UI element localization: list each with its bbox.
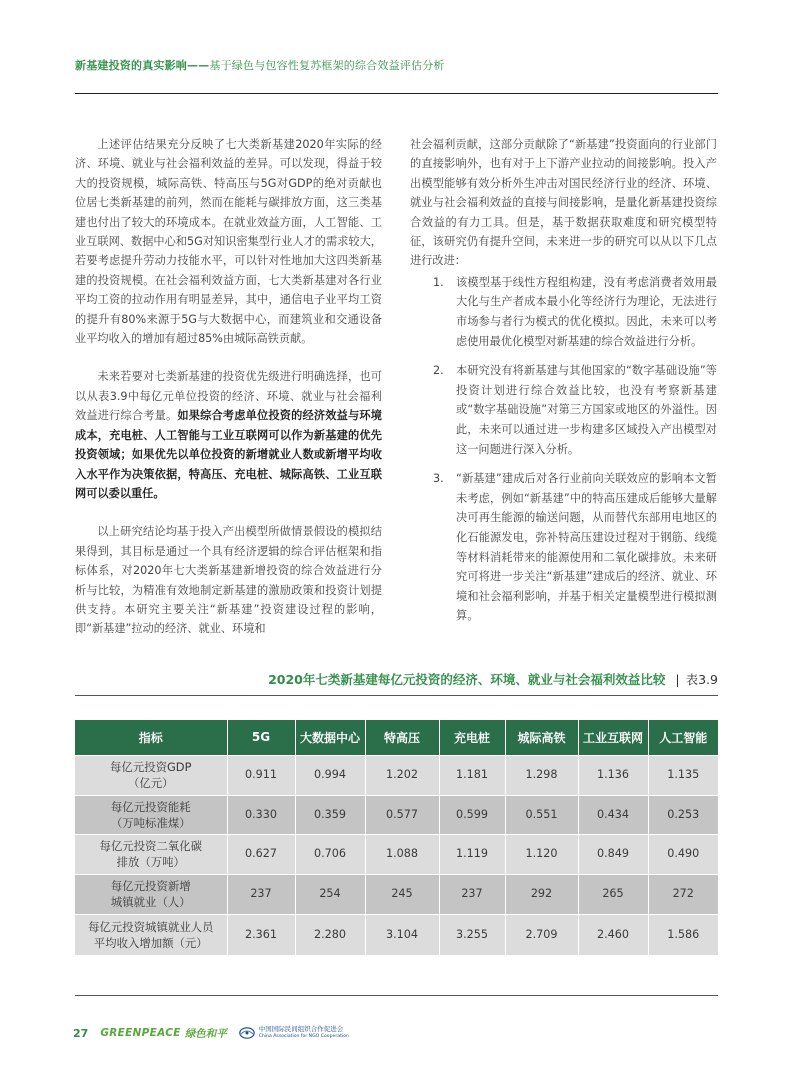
cango-name-cn: 中国国际民间组织合作促进会 xyxy=(258,1025,344,1033)
table-cell: 2.709 xyxy=(505,914,578,955)
header-divider xyxy=(75,93,718,94)
table-cell: 1.136 xyxy=(578,755,648,795)
header-text xyxy=(75,57,718,73)
column-header: 工业互联网 xyxy=(578,720,648,755)
greenpeace-logo-cn: 绿色和平 xyxy=(184,1027,227,1040)
table-cell: 1.088 xyxy=(365,834,439,874)
left-paragraph-2 xyxy=(75,367,382,503)
right-column xyxy=(410,135,717,636)
column-header: 人工智能 xyxy=(648,720,718,755)
table-cell: 0.434 xyxy=(578,795,648,834)
table-cell: 0.551 xyxy=(505,795,578,834)
cango-logo-text xyxy=(259,1026,349,1040)
table-cell: 272 xyxy=(648,874,718,914)
improvement-list xyxy=(410,273,717,626)
table-row xyxy=(75,755,718,795)
list-item-number: 1. xyxy=(433,275,444,289)
table-caption-separator: | xyxy=(675,672,680,687)
column-header: 特高压 xyxy=(365,720,439,755)
table-cell: 0.577 xyxy=(365,795,439,834)
row-label: 每亿元投资GDP （亿元） xyxy=(75,755,227,795)
column-header: 5G xyxy=(227,720,295,755)
table-caption xyxy=(75,670,718,688)
table-row xyxy=(75,914,718,955)
table-cell: 3.104 xyxy=(365,914,439,955)
column-header: 城际高铁 xyxy=(505,720,578,755)
table-cell: 1.202 xyxy=(365,755,439,795)
left-paragraph-2-plain: 未来若要对七类新基建的投资优先级进行明确选择，也可以从表3.9中每亿元单位投资的经济、环境、就业与社会福利效益进行综合考量。 xyxy=(75,370,382,423)
table-cell: 0.627 xyxy=(227,834,295,874)
comparison-table xyxy=(75,720,718,955)
list-item xyxy=(410,273,717,351)
table-cell: 1.586 xyxy=(648,914,718,955)
table-cell: 0.330 xyxy=(227,795,295,834)
table-number: 表3.9 xyxy=(685,672,718,687)
table-cell: 0.849 xyxy=(578,834,648,874)
left-paragraph-3: 以上研究结论均基于投入产出模型所做情景假设的模拟结果得到，其目标是通过一个具有经济逻辑的综合评估框架和指标体系，对2020年七大类新基建新增投资的综合效益进行分析与比较，为精准有效地制定新基建的激励政策和投资计划提供支持。本研究主要关注“新基建”投资建设过程的影响，即“新基建”拉动的经济、就业、环境和 xyxy=(75,525,382,636)
list-item-number: 2. xyxy=(433,364,444,378)
table-cell: 245 xyxy=(365,874,439,914)
row-label: 每亿元投资城镇就业人员 平均收入增加额（元） xyxy=(75,914,227,955)
cango-logo-icon xyxy=(239,1027,255,1039)
running-header xyxy=(75,57,718,73)
table-cell: 237 xyxy=(439,874,505,914)
table-header-row xyxy=(75,720,718,755)
table-cell: 0.599 xyxy=(439,795,505,834)
list-item xyxy=(410,361,717,459)
table-cell: 2.361 xyxy=(227,914,295,955)
column-header: 指标 xyxy=(75,720,227,755)
page-footer xyxy=(73,1022,349,1044)
table-cell: 2.460 xyxy=(578,914,648,955)
table-cell: 2.280 xyxy=(295,914,365,955)
table-title: 2020年七类新基建每亿元投资的经济、环境、就业与社会福利效益比较 xyxy=(268,672,666,687)
table-top-divider xyxy=(75,695,718,696)
list-item-text: 该模型基于线性方程组构建，没有考虑消费者效用最大化与生产者成本最小化等经济行为理论，无法进行市场参与者行为模式的优化模拟。因此，未来可以考虑使用最优化模型对新基建的综合效益进行分析。 xyxy=(456,275,717,348)
table-row xyxy=(75,834,718,874)
table-cell: 0.490 xyxy=(648,834,718,874)
row-label: 每亿元投资能耗 （万吨标准煤） xyxy=(75,795,227,834)
list-item-text: “新基建”建成后对各行业前向关联效应的影响本文暂未考虑，例如“新基建”中的特高压建成后能够大量解决可再生能源的输送问题，从而替代东部用电地区的化石能源发电，弥补特高压建设过程对于钢筋、线缆等材料消耗带来的能源使用和二氧化碳排放。未来研究可将进一步关注“新基建”建成后的经济、就业、环境和社会福利影响，并基于相关定量模型进行模拟测算。 xyxy=(456,472,717,623)
left-column xyxy=(75,135,382,658)
right-paragraph-1: 社会福利贡献，这部分贡献除了“新基建”投资面向的行业部门的直接影响外，也有对于上下游产业拉动的间接影响。投入产出模型能够有效分析外生冲击对国民经济行业的经济、环境、就业与社会福利效益的直接与间接影响，是量化新基建投资综合效益的有力工具。但是，基于数据获取难度和研究模型特征，该研究仍有提升空间，未来进一步的研究可以从以下几点进行改进： xyxy=(410,138,717,268)
table-cell: 0.706 xyxy=(295,834,365,874)
left-paragraph-1: 上述评估结果充分反映了七大类新基建2020年实际的经济、环境、就业与社会福利效益的差异。可以发现，得益于较大的投资规模，城际高铁、特高压与5G对GDP的绝对贡献也位居七类新基建的前列，然而在能耗与碳排放方面，这三类基建也付出了较大的环境成本。在就业效益方面，人工智能、工业互联网、数据中心和5G对知识密集型行业人才的需求较大，若要考虑提升劳动力技能水平，可以针对性地加大这四类新基建的投资规模。在社会福利效益方面，七大类新基建对各行业平均工资的拉动作用有明显差异，其中，通信电子业平均工资的提升有80%来源于5G与大数据中心，而建筑业和交通设备业平均收入的增加有超过85%由城际高铁贡献。 xyxy=(75,138,382,346)
table-cell: 0.253 xyxy=(648,795,718,834)
table-cell: 0.359 xyxy=(295,795,365,834)
table-cell: 3.255 xyxy=(439,914,505,955)
table-cell: 0.911 xyxy=(227,755,295,795)
table-cell: 237 xyxy=(227,874,295,914)
table-cell: 254 xyxy=(295,874,365,914)
table-cell: 265 xyxy=(578,874,648,914)
greenpeace-logo: GREENPEACE xyxy=(100,1027,181,1039)
table-row xyxy=(75,795,718,834)
list-item-number: 3. xyxy=(433,472,444,486)
footer-divider xyxy=(75,995,718,996)
table-cell: 292 xyxy=(505,874,578,914)
header-title: 新基建投资的真实影响—— xyxy=(75,59,210,72)
table-cell: 1.181 xyxy=(439,755,505,795)
table-cell: 1.120 xyxy=(505,834,578,874)
table-cell: 1.135 xyxy=(648,755,718,795)
table-cell: 0.994 xyxy=(295,755,365,795)
row-label: 每亿元投资新增 城镇就业（人） xyxy=(75,874,227,914)
table-cell: 1.298 xyxy=(505,755,578,795)
header-subtitle: 基于绿色与包容性复苏框架的综合效益评估分析 xyxy=(209,59,445,72)
table-row xyxy=(75,874,718,914)
table-cell: 1.119 xyxy=(439,834,505,874)
left-paragraph-2-bold: 如果综合考虑单位投资的经济效益与环境成本，充电桩、人工智能与工业互联网可以作为新基建的优先投资领域；如果优先以单位投资的新增就业人数或新增平均收入水平作为决策依据，特高压、充电桩、城际高铁、工业互联网可以委以重任。 xyxy=(75,409,382,500)
column-header: 大数据中心 xyxy=(295,720,365,755)
column-header: 充电桩 xyxy=(439,720,505,755)
cango-name-en: China Association for NGO Cooperation xyxy=(258,1034,349,1039)
row-label: 每亿元投资二氧化碳 排放（万吨） xyxy=(75,834,227,874)
list-item xyxy=(410,469,717,626)
page-number: 27 xyxy=(73,1026,89,1040)
list-item-text: 本研究没有将新基建与其他国家的“数字基础设施”等投资计划进行综合效益比较，也没有考察新基建或“数字基础设施”对第三方国家或地区的外溢性。因此，未来可以通过进一步构建多区域投入产出模型对这一问题进行深入分析。 xyxy=(456,364,717,456)
